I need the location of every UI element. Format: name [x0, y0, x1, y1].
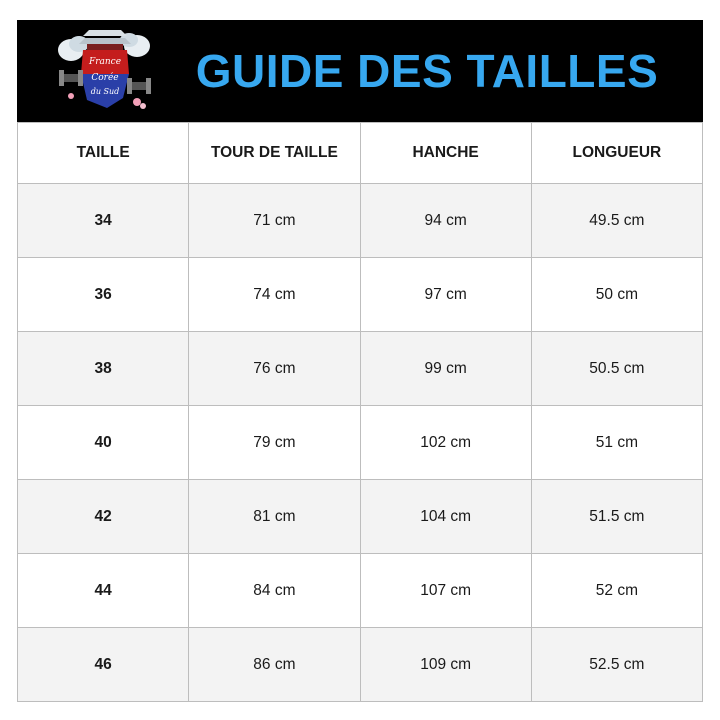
- size-guide: [17, 20, 703, 707]
- logo-text-line-3: du Sud: [90, 87, 120, 96]
- hip-cell: 97 cm: [360, 258, 531, 332]
- hip-cell: 94 cm: [360, 184, 531, 258]
- header-tour-de-taille: TOUR DE TAILLE: [189, 123, 360, 184]
- length-cell: 50 cm: [531, 258, 702, 332]
- waist-cell: 71 cm: [189, 184, 360, 258]
- length-cell: 52 cm: [531, 554, 702, 628]
- waist-cell: 79 cm: [189, 406, 360, 480]
- page-title: GUIDE DES TAILLES: [195, 45, 659, 97]
- size-cell: 44: [18, 554, 189, 628]
- waist-cell: 74 cm: [189, 258, 360, 332]
- hip-cell: 104 cm: [360, 480, 531, 554]
- size-cell: 38: [18, 332, 189, 406]
- table-header-row: [18, 123, 703, 184]
- header-banner: [17, 20, 703, 122]
- size-cell: 40: [18, 406, 189, 480]
- waist-cell: 76 cm: [189, 332, 360, 406]
- header-hanche: HANCHE: [360, 123, 531, 184]
- table-row: [18, 184, 703, 258]
- hip-cell: 102 cm: [360, 406, 531, 480]
- header-taille: TAILLE: [18, 123, 189, 184]
- table-row: [18, 406, 703, 480]
- size-cell: 34: [18, 184, 189, 258]
- length-cell: 52.5 cm: [531, 628, 702, 702]
- table-row: [18, 628, 703, 702]
- table-row: [18, 554, 703, 628]
- table-row: [18, 332, 703, 406]
- waist-cell: 86 cm: [189, 628, 360, 702]
- length-cell: 50.5 cm: [531, 332, 702, 406]
- hip-cell: 109 cm: [360, 628, 531, 702]
- table-row: [18, 258, 703, 332]
- length-cell: 51.5 cm: [531, 480, 702, 554]
- waist-cell: 84 cm: [189, 554, 360, 628]
- length-cell: 51 cm: [531, 406, 702, 480]
- size-cell: 42: [18, 480, 189, 554]
- brand-logo-icon: [57, 24, 153, 118]
- size-table: [17, 122, 703, 702]
- logo-text-line-1: France: [88, 57, 122, 67]
- length-cell: 49.5 cm: [531, 184, 702, 258]
- waist-cell: 81 cm: [189, 480, 360, 554]
- size-cell: 46: [18, 628, 189, 702]
- logo-text-line-2: Corée: [91, 73, 119, 83]
- hip-cell: 99 cm: [360, 332, 531, 406]
- hip-cell: 107 cm: [360, 554, 531, 628]
- table-row: [18, 480, 703, 554]
- header-longueur: LONGUEUR: [531, 123, 702, 184]
- size-cell: 36: [18, 258, 189, 332]
